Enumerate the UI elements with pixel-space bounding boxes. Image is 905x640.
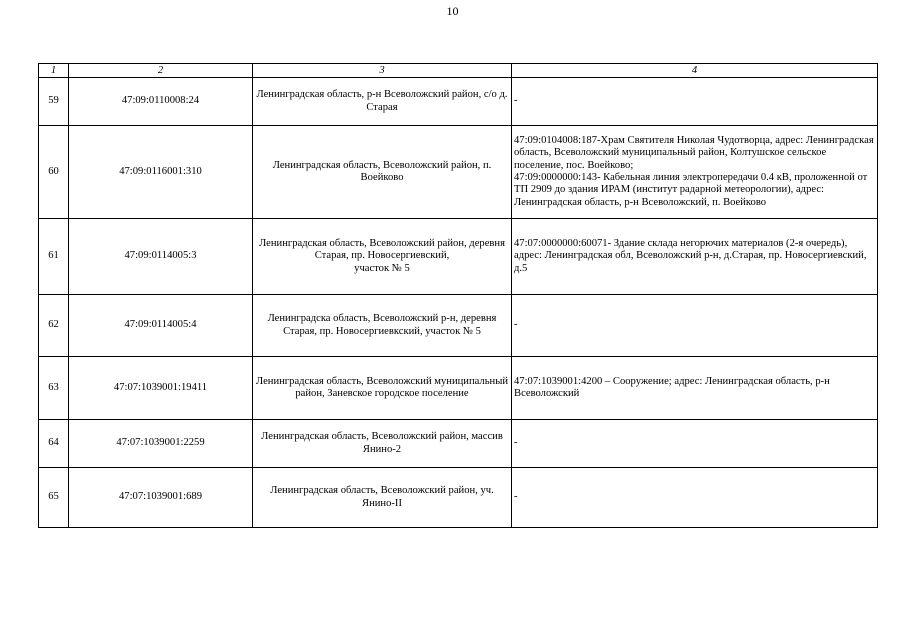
cadastral-number: 47:07:1039001:689: [69, 468, 253, 528]
data-table: [38, 63, 878, 528]
address-cell: Ленинградская область, Всеволожский район, массив Янино-2: [253, 420, 512, 468]
table-row: [39, 357, 878, 420]
table-row: [39, 126, 878, 219]
address-cell: Ленинградская область, Всеволожский район, уч. Янино-II: [253, 468, 512, 528]
row-number: 65: [39, 468, 69, 528]
table-row: [39, 468, 878, 528]
info-cell: -: [512, 420, 878, 468]
table-row: [39, 420, 878, 468]
address-cell: Ленинградская область, Всеволожский район, деревня Старая, пр. Новосергиевский, участок № 5: [253, 219, 512, 295]
address-cell: Ленинградская область, Всеволожский район, п. Воейково: [253, 126, 512, 219]
info-cell: -: [512, 78, 878, 126]
cadastral-number: 47:09:0110008:24: [69, 78, 253, 126]
cadastral-number: 47:07:1039001:19411: [69, 357, 253, 420]
info-cell: 47:09:0104008:187-Храм Святителя Николая Чудотворца, адрес: Ленинградская область, Всеволожский муниципальный район, Колтушское сельское поселение, пос. Воейково; 47:09:0000000:143- Кабельная линия электропередачи 0.4 кВ, проложенной от ТП 2909 до здания ИРАМ (институт радарной метеорологии), адрес: Ленинградская область, р-н Всеволожский, п. Воейково: [512, 126, 878, 219]
column-header-4: 4: [512, 64, 878, 78]
row-number: 60: [39, 126, 69, 219]
column-header-1: 1: [39, 64, 69, 78]
row-number: 62: [39, 295, 69, 357]
info-cell: 47:07:1039001:4200 – Сооружение; адрес: Ленинградская область, р-н Всеволожский: [512, 357, 878, 420]
info-cell: 47:07:0000000:60071- Здание склада негорючих материалов (2-я очередь), адрес: Ленинградская обл, Всеволожский р-н, д.Старая, пр. Новосергиевский, д.5: [512, 219, 878, 295]
address-cell: Ленинградская область, р-н Всеволожский район, с/о д. Старая: [253, 78, 512, 126]
row-number: 64: [39, 420, 69, 468]
row-number: 63: [39, 357, 69, 420]
table-header-row: [39, 64, 878, 78]
address-cell: Ленинградска область, Всеволожский р-н, деревня Старая, пр. Новосергиевкский, участок № 5: [253, 295, 512, 357]
cadastral-number: 47:09:0114005:4: [69, 295, 253, 357]
page-number: 10: [446, 4, 459, 18]
table-row: [39, 219, 878, 295]
table-row: [39, 295, 878, 357]
info-cell: -: [512, 295, 878, 357]
address-cell: Ленинградская область, Всеволожский муниципальный район, Заневское городское поселение: [253, 357, 512, 420]
info-cell: -: [512, 468, 878, 528]
column-header-2: 2: [69, 64, 253, 78]
row-number: 61: [39, 219, 69, 295]
cadastral-number: 47:07:1039001:2259: [69, 420, 253, 468]
table-row: [39, 78, 878, 126]
cadastral-number: 47:09:0116001:310: [69, 126, 253, 219]
cadastral-number: 47:09:0114005:3: [69, 219, 253, 295]
row-number: 59: [39, 78, 69, 126]
column-header-3: 3: [253, 64, 512, 78]
